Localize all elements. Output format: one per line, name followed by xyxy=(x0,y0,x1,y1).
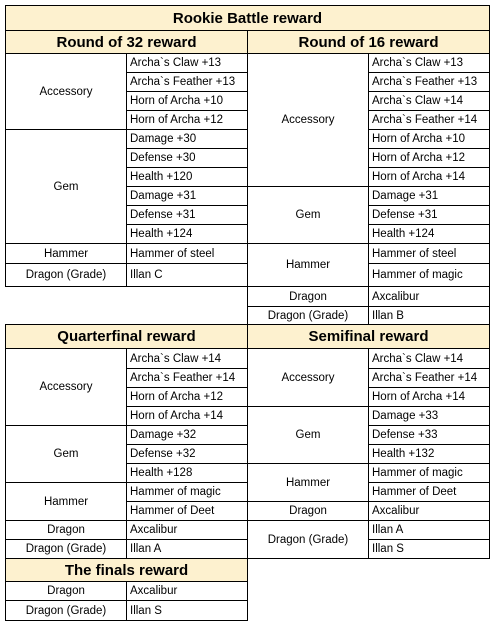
quarterfinal-dragon-grade-label: Dragon (Grade) xyxy=(5,539,127,559)
semifinal-hammer-item: Hammer of Deet xyxy=(368,482,490,502)
round16-dragon-grade-item: Illan B xyxy=(368,306,490,325)
round16-accessory-item: Archa`s Feather +14 xyxy=(368,110,490,130)
finals-header: The finals reward xyxy=(5,558,248,582)
semifinal-dragon-item: Axcalibur xyxy=(368,501,490,521)
semifinal-hammer-item: Hammer of magic xyxy=(368,463,490,483)
quarterfinal-accessory-item: Archa`s Claw +14 xyxy=(126,348,248,369)
quarterfinal-gem-item: Damage +32 xyxy=(126,425,248,445)
quarterfinal-hammer-item: Hammer of Deet xyxy=(126,501,248,521)
round16-accessory-item: Horn of Archa +10 xyxy=(368,129,490,149)
round16-gem-item: Health +124 xyxy=(368,224,490,244)
round32-gem-item: Defense +30 xyxy=(126,148,248,168)
semifinal-gem-item: Defense +33 xyxy=(368,425,490,445)
semifinal-accessory-label: Accessory xyxy=(247,348,369,407)
round32-gem-item: Damage +30 xyxy=(126,129,248,149)
round16-accessory-item: Horn of Archa +12 xyxy=(368,148,490,168)
semifinal-gem-item: Damage +33 xyxy=(368,406,490,426)
quarterfinal-gem-label: Gem xyxy=(5,425,127,483)
quarterfinal-dragon-label: Dragon xyxy=(5,520,127,540)
finals-dragon-grade-item: Illan S xyxy=(126,600,248,621)
round32-accessory-item: Horn of Archa +10 xyxy=(126,91,248,111)
quarterfinal-hammer-label: Hammer xyxy=(5,482,127,521)
round32-gem-item: Health +120 xyxy=(126,167,248,187)
round32-gem-item: Damage +31 xyxy=(126,186,248,206)
finals-dragon-item: Axcalibur xyxy=(126,581,248,601)
round16-dragon-label: Dragon xyxy=(247,286,369,307)
round32-accessory-item: Archa`s Feather +13 xyxy=(126,72,248,92)
round32-hammer-item: Hammer of steel xyxy=(126,243,248,264)
round16-accessory-item: Archa`s Claw +13 xyxy=(368,53,490,73)
round16-gem-item: Defense +31 xyxy=(368,205,490,225)
quarterfinal-accessory-item: Horn of Archa +14 xyxy=(126,406,248,426)
round16-accessory-item: Archa`s Claw +14 xyxy=(368,91,490,111)
semifinal-header: Semifinal reward xyxy=(247,324,490,349)
quarterfinal-accessory-item: Archa`s Feather +14 xyxy=(126,368,248,388)
round16-dragon-item: Axcalibur xyxy=(368,286,490,307)
round16-hammer-item: Hammer of magic xyxy=(368,263,490,287)
semifinal-hammer-label: Hammer xyxy=(247,463,369,502)
quarterfinal-gem-item: Health +128 xyxy=(126,463,248,483)
semifinal-gem-label: Gem xyxy=(247,406,369,464)
finals-dragon-grade-label: Dragon (Grade) xyxy=(5,600,127,621)
semifinal-dragon-grade-item: Illan S xyxy=(368,539,490,559)
round16-accessory-label: Accessory xyxy=(247,53,369,187)
round16-hammer-item: Hammer of steel xyxy=(368,243,490,264)
round32-gem-label: Gem xyxy=(5,129,127,244)
semifinal-gem-item: Health +132 xyxy=(368,444,490,464)
semifinal-accessory-item: Horn of Archa +14 xyxy=(368,387,490,407)
round16-accessory-item: Archa`s Feather +13 xyxy=(368,72,490,92)
round16-hammer-label: Hammer xyxy=(247,243,369,287)
round32-accessory-item: Horn of Archa +12 xyxy=(126,110,248,130)
quarterfinal-accessory-item: Horn of Archa +12 xyxy=(126,387,248,407)
finals-dragon-label: Dragon xyxy=(5,581,127,601)
quarterfinal-accessory-label: Accessory xyxy=(5,348,127,426)
round16-accessory-item: Horn of Archa +14 xyxy=(368,167,490,187)
semifinal-dragon-grade-label: Dragon (Grade) xyxy=(247,520,369,559)
round32-hammer-label: Hammer xyxy=(5,243,127,264)
semifinal-dragon-grade-item: Illan A xyxy=(368,520,490,540)
round32-dragon-grade-item: Illan C xyxy=(126,263,248,287)
round32-dragon-grade-label: Dragon (Grade) xyxy=(5,263,127,287)
round32-gem-item: Defense +31 xyxy=(126,205,248,225)
quarterfinal-dragon-grade-item: Illan A xyxy=(126,539,248,559)
round32-header: Round of 32 reward xyxy=(5,30,248,54)
quarterfinal-gem-item: Defense +32 xyxy=(126,444,248,464)
semifinal-dragon-label: Dragon xyxy=(247,501,369,521)
round16-gem-label: Gem xyxy=(247,186,369,244)
round32-gem-item: Health +124 xyxy=(126,224,248,244)
round16-header: Round of 16 reward xyxy=(247,30,490,54)
quarterfinal-hammer-item: Hammer of magic xyxy=(126,482,248,502)
round16-gem-item: Damage +31 xyxy=(368,186,490,206)
page-title: Rookie Battle reward xyxy=(5,5,490,31)
quarterfinal-dragon-item: Axcalibur xyxy=(126,520,248,540)
semifinal-accessory-item: Archa`s Feather +14 xyxy=(368,368,490,388)
round32-accessory-item: Archa`s Claw +13 xyxy=(126,53,248,73)
round32-accessory-label: Accessory xyxy=(5,53,127,130)
quarterfinal-header: Quarterfinal reward xyxy=(5,324,248,349)
semifinal-accessory-item: Archa`s Claw +14 xyxy=(368,348,490,369)
round16-dragon-grade-label: Dragon (Grade) xyxy=(247,306,369,325)
